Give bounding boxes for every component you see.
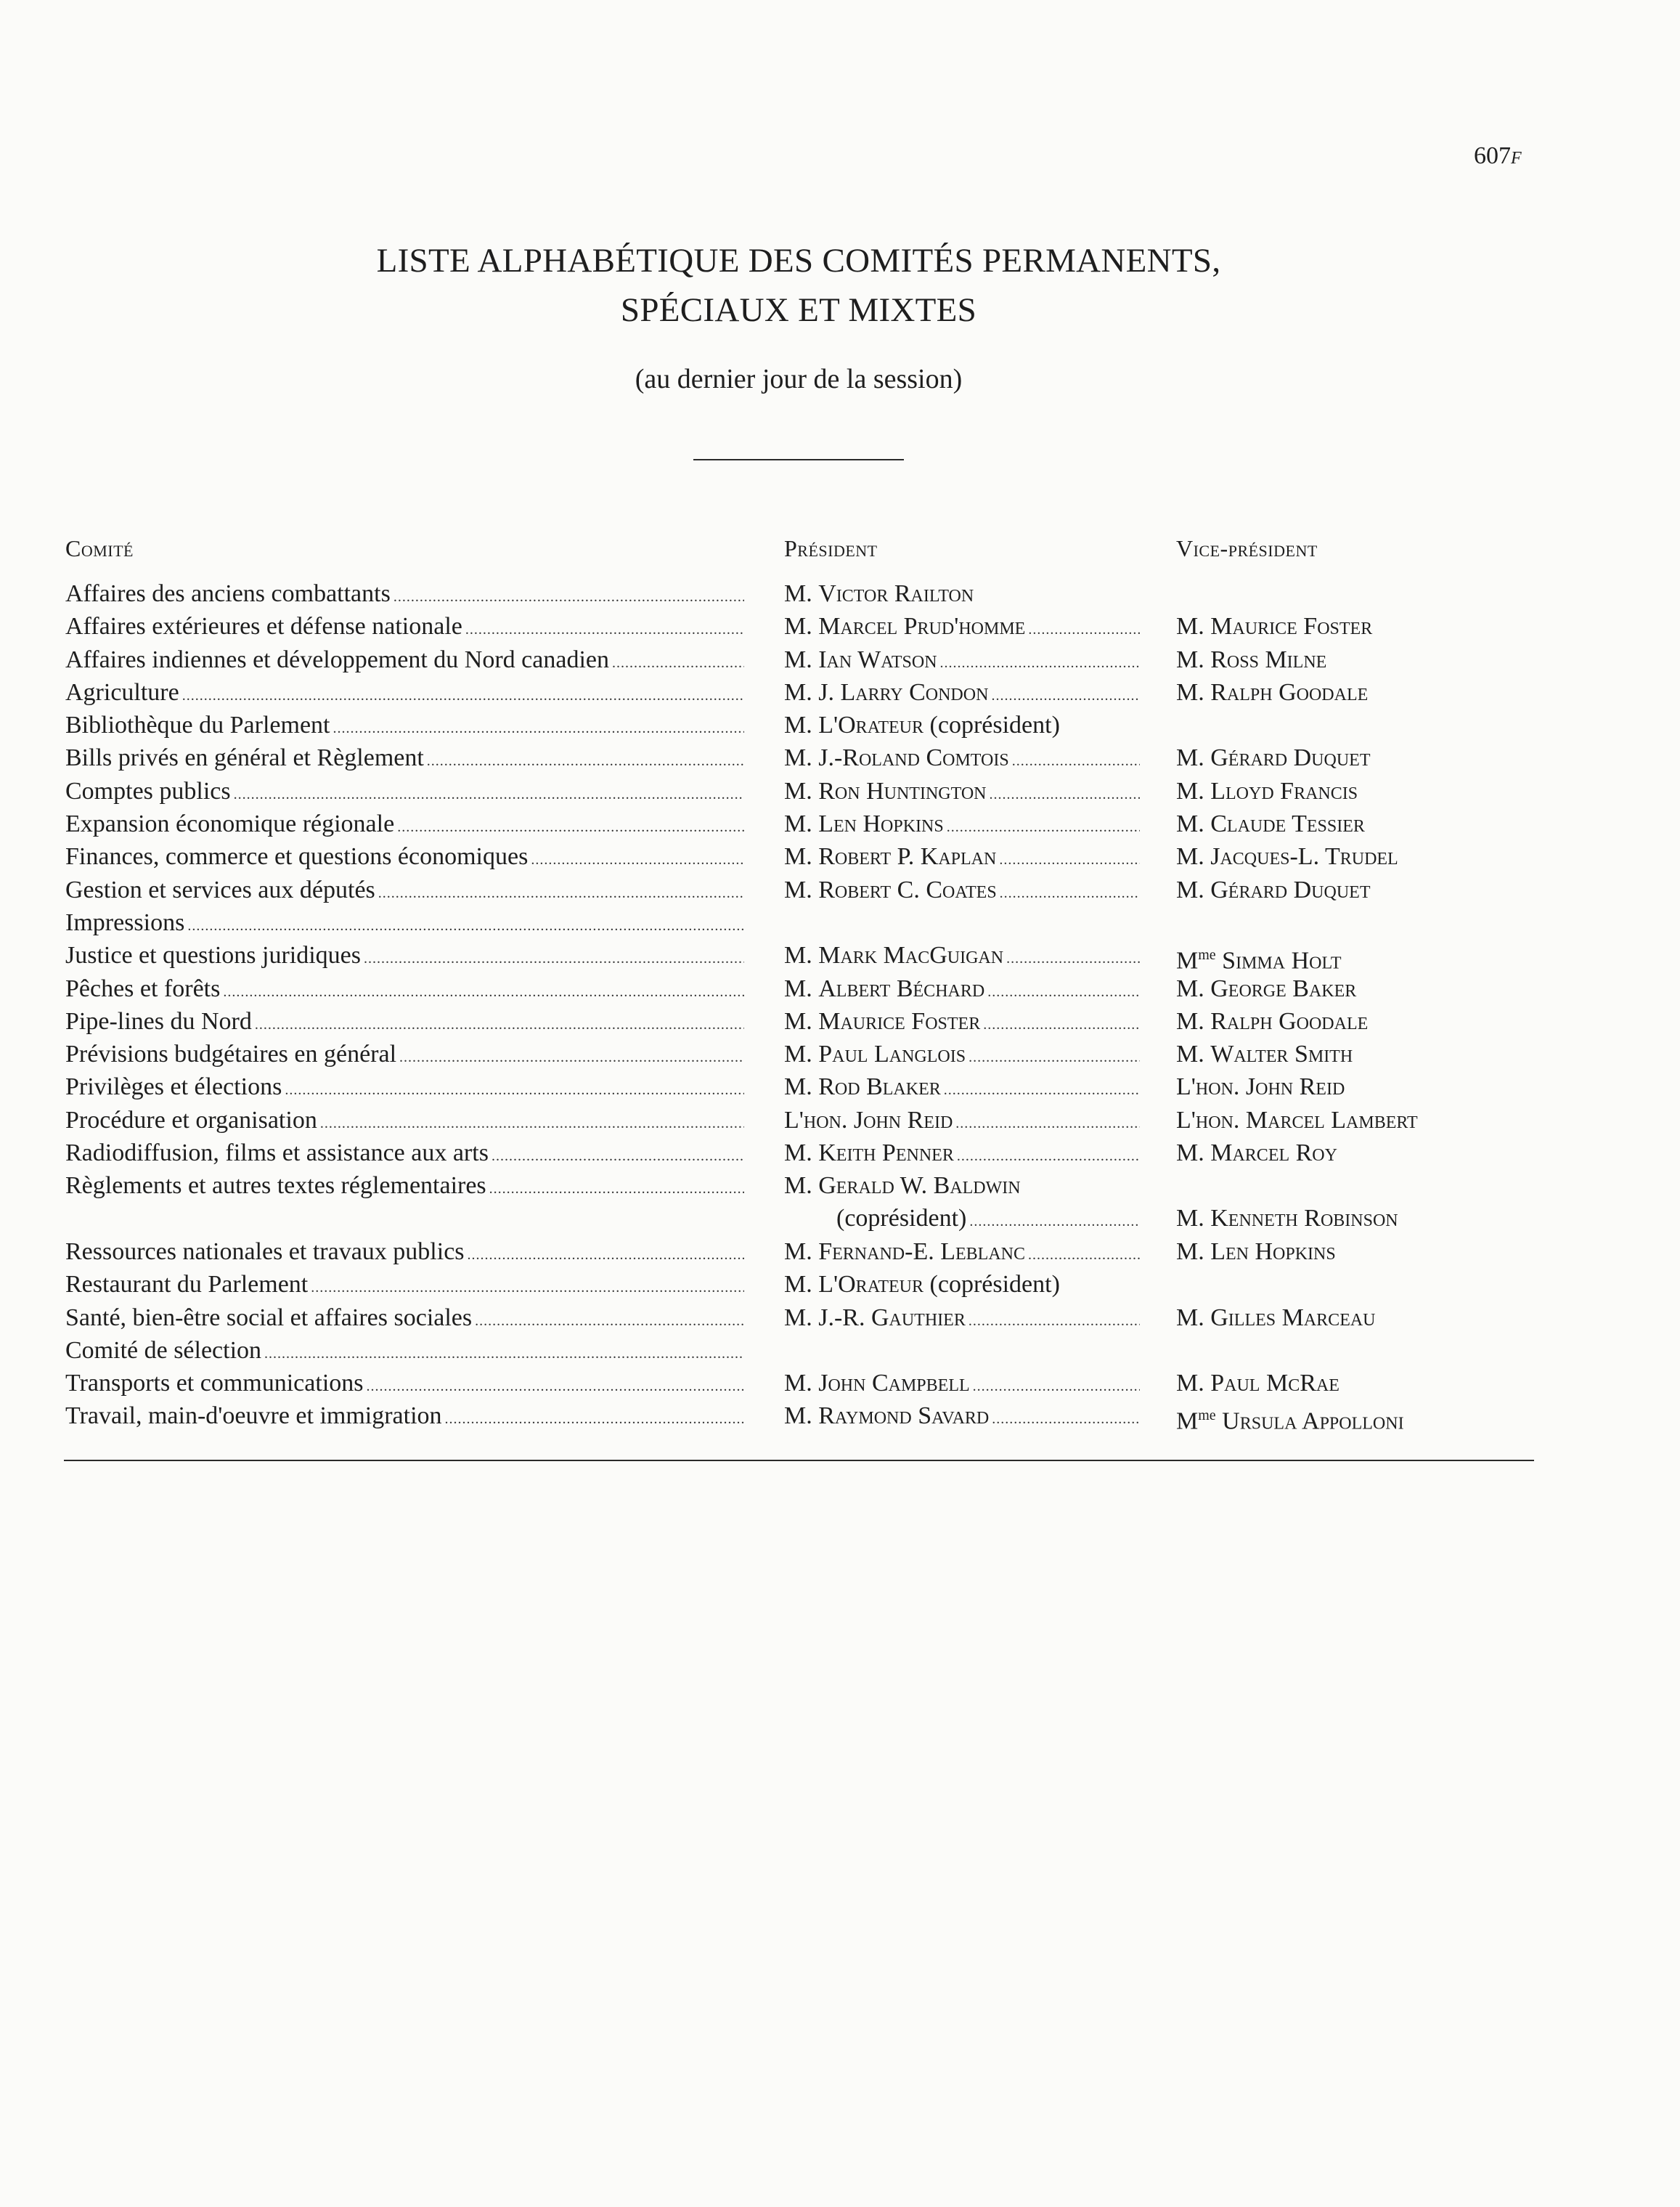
president-name: M. Keith Penner <box>784 1139 954 1167</box>
dot-leader <box>489 1173 744 1206</box>
committee-name-cell <box>65 577 744 614</box>
dot-leader <box>399 1041 744 1074</box>
committee-name-cell <box>65 676 744 712</box>
dot-leader <box>234 779 744 811</box>
dot-leader <box>182 680 744 712</box>
president-cell <box>784 643 1140 680</box>
vice-president-name: M. Gilles Marceau <box>1176 1304 1376 1331</box>
committee-name: Privilèges et élections <box>65 1073 282 1101</box>
president-continuation <box>784 1202 1140 1238</box>
president-name: M. Maurice Foster <box>784 1007 981 1035</box>
dot-leader <box>394 581 744 614</box>
vice-president-name: M. Ralph Goodale <box>1176 1007 1369 1035</box>
committee-name: Expansion économique régionale <box>65 810 395 838</box>
vice-president-name: L'hon. John Reid <box>1176 1073 1345 1101</box>
president-name: M. J.-R. Gauthier <box>784 1304 966 1331</box>
committee-name-cell <box>65 1169 744 1206</box>
table-row <box>0 676 1680 709</box>
committee-name: Règlements et autres textes réglementaires <box>65 1172 486 1200</box>
committee-name: Santé, bien-être social et affaires sociales <box>65 1304 473 1331</box>
president-name: M. Fernand-E. Leblanc <box>784 1237 1025 1265</box>
dot-leader <box>969 1305 1140 1338</box>
dot-leader <box>955 1107 1140 1140</box>
president-cell <box>784 1367 1140 1403</box>
title-line-1: LISTE ALPHABÉTIQUE DES COMITÉS PERMANENTS, <box>376 242 1221 280</box>
header-president: Président <box>784 535 878 561</box>
president-cell <box>784 840 1140 877</box>
dot-leader <box>492 1140 744 1173</box>
committee-name-cell <box>65 1367 744 1403</box>
table-row <box>0 840 1680 873</box>
president-name: M. L'Orateur (coprésident) <box>784 712 1060 739</box>
president-cell <box>784 610 1140 646</box>
dot-leader <box>468 1239 744 1272</box>
committee-name: Prévisions budgétaires en général <box>65 1041 397 1068</box>
committee-name: Bills privés en général et Règlement <box>65 744 424 772</box>
committee-name: Finances, commerce et questions économiques <box>65 843 529 871</box>
vice-president-name: M. Claude Tessier <box>1176 810 1365 838</box>
president-name: M. Ian Watson <box>784 646 937 673</box>
document-title <box>0 236 1597 335</box>
vice-president-name: M. Paul McRae <box>1176 1370 1339 1397</box>
committee-name: Transports et communications <box>65 1370 364 1397</box>
dot-leader <box>987 976 1140 1009</box>
dot-leader <box>1028 614 1140 646</box>
president-cell <box>784 808 1140 844</box>
committee-name: Justice et questions juridiques <box>65 942 362 970</box>
president-cell <box>784 1268 1140 1301</box>
president-cell <box>784 676 1140 712</box>
dot-leader <box>1012 745 1140 778</box>
committee-name: Pipe-lines du Nord <box>65 1007 252 1035</box>
president-cell <box>784 1235 1140 1272</box>
dot-leader <box>255 1009 744 1041</box>
committee-name-cell <box>65 1399 744 1436</box>
table-row <box>0 1268 1680 1301</box>
table-row <box>0 1104 1680 1137</box>
committee-name: Ressources nationales et travaux publics <box>65 1237 465 1265</box>
vice-president-name: M. Kenneth Robinson <box>1176 1205 1398 1232</box>
committee-name-cell <box>65 808 744 844</box>
title-divider <box>693 459 904 460</box>
table-row <box>0 939 1680 975</box>
president-cell <box>784 709 1140 741</box>
vice-president-name: M. George Baker <box>1176 975 1357 1002</box>
table-row <box>0 1169 1680 1235</box>
vice-president-name: M. Gérard Duquet <box>1176 744 1371 772</box>
president-cell <box>784 972 1140 1009</box>
table-row <box>0 1399 1680 1435</box>
president-cell <box>784 874 1140 910</box>
president-cell <box>784 1169 1140 1238</box>
president-name: M. Albert Béchard <box>784 975 985 1002</box>
dot-leader <box>990 779 1140 811</box>
committee-list <box>0 577 1680 1433</box>
vice-president-name: M. Ralph Goodale <box>1176 678 1369 706</box>
subtitle: (au dernier jour de la session) <box>635 364 963 394</box>
table-row <box>0 775 1680 808</box>
vice-president-name: M. Jacques-L. Trudel <box>1176 843 1398 871</box>
president-name: M. Marcel Prud'homme <box>784 613 1026 641</box>
table-row <box>0 1070 1680 1103</box>
table-row <box>0 1137 1680 1169</box>
president-name: M. Paul Langlois <box>784 1041 966 1068</box>
president-cell <box>784 1137 1140 1173</box>
committee-name-cell <box>65 643 744 680</box>
president-name: M. Gerald W. Baldwin <box>784 1172 1021 1200</box>
table-row <box>0 1005 1680 1038</box>
committee-name-cell <box>65 1070 744 1107</box>
president-name: L'hon. John Reid <box>784 1106 953 1134</box>
committee-name: Agriculture <box>65 678 179 706</box>
dot-leader <box>264 1338 744 1370</box>
table-row <box>0 1235 1680 1268</box>
dot-leader <box>999 844 1140 877</box>
table-row <box>0 874 1680 906</box>
committee-name: Pêches et forêts <box>65 975 221 1002</box>
dot-leader <box>992 1403 1140 1436</box>
committee-name-cell <box>65 709 744 745</box>
dot-leader <box>1000 877 1140 910</box>
dot-leader <box>223 976 744 1009</box>
committee-name-cell <box>65 1268 744 1304</box>
table-row <box>0 610 1680 643</box>
committee-name-cell <box>65 1301 744 1338</box>
president-cell <box>784 1301 1140 1338</box>
committee-name-cell <box>65 939 744 975</box>
table-row <box>0 1367 1680 1399</box>
dot-leader <box>531 844 744 877</box>
committee-name: Affaires extérieures et défense nationale <box>65 613 462 641</box>
president-name: M. Mark MacGuigan <box>784 942 1004 970</box>
dot-leader <box>1028 1239 1140 1272</box>
committee-name-cell <box>65 972 744 1009</box>
dot-leader <box>944 1074 1140 1107</box>
dot-leader <box>612 647 744 680</box>
dot-leader <box>397 811 744 844</box>
vice-president-name: M. Maurice Foster <box>1176 613 1373 641</box>
dot-leader <box>333 712 745 745</box>
committee-name: Bibliothèque du Parlement <box>65 712 330 739</box>
dot-leader <box>1006 943 1140 975</box>
table-row <box>0 1334 1680 1367</box>
committee-name: Gestion et services aux députés <box>65 876 375 903</box>
dot-leader <box>957 1140 1140 1173</box>
committee-name-cell <box>65 1334 744 1370</box>
table-row <box>0 1301 1680 1334</box>
president-name: M. Robert C. Coates <box>784 876 997 903</box>
president-cell <box>784 1005 1140 1041</box>
committee-name: Comptes publics <box>65 777 231 805</box>
committee-name-cell <box>65 840 744 877</box>
vice-president-name: M. Gérard Duquet <box>1176 876 1371 903</box>
dot-leader <box>973 1370 1140 1403</box>
table-row <box>0 577 1680 610</box>
committee-name: Procédure et organisation <box>65 1106 317 1134</box>
committee-name: Travail, main-d'oeuvre et immigration <box>65 1402 442 1430</box>
dot-leader <box>427 745 744 778</box>
committee-name-cell <box>65 1104 744 1140</box>
table-row <box>0 808 1680 840</box>
committee-name-cell <box>65 1137 744 1173</box>
dot-leader <box>475 1305 744 1338</box>
committee-name-cell <box>65 1038 744 1074</box>
president-name: M. Raymond Savard <box>784 1402 990 1430</box>
dot-leader <box>991 680 1140 712</box>
president-cell <box>784 741 1140 778</box>
committee-name: Affaires indiennes et développement du Nord canadien <box>65 646 609 673</box>
dot-leader <box>367 1370 745 1403</box>
dot-leader <box>311 1272 744 1304</box>
committee-name-cell <box>65 610 744 646</box>
president-cell <box>784 1104 1140 1140</box>
dot-leader <box>378 877 744 910</box>
vice-president-name: M. Ross Milne <box>1176 646 1327 673</box>
dot-leader <box>320 1107 744 1140</box>
dot-leader <box>969 1206 1140 1238</box>
president-name: M. Robert P. Kaplan <box>784 843 997 871</box>
committee-name: Radiodiffusion, films et assistance aux arts <box>65 1139 489 1167</box>
president-cell <box>784 939 1140 975</box>
header-committee: Comité <box>65 535 134 561</box>
president-name: M. Ron Huntington <box>784 777 987 805</box>
committee-name: Comité de sélection <box>65 1336 262 1364</box>
table-row <box>0 741 1680 774</box>
president-note: (coprésident) <box>836 1205 967 1232</box>
president-name: M. J. Larry Condon <box>784 678 989 706</box>
bottom-divider <box>64 1460 1534 1461</box>
vice-president-name: M. Lloyd Francis <box>1176 777 1358 805</box>
vice-president-name: $M^{me}$ Ursula Appolloni <box>1176 1407 1404 1435</box>
vice-president-name: M. Marcel Roy <box>1176 1139 1337 1167</box>
dot-leader <box>947 811 1140 844</box>
table-row <box>0 709 1680 741</box>
committee-name-cell <box>65 741 744 778</box>
president-name: M. J.-Roland Comtois <box>784 744 1009 772</box>
title-line-2: SPÉCIAUX ET MIXTES <box>620 291 977 329</box>
dot-leader <box>983 1009 1140 1041</box>
table-row <box>0 906 1680 939</box>
dot-leader <box>445 1403 744 1436</box>
president-cell <box>784 1399 1140 1436</box>
table-row <box>0 1038 1680 1070</box>
table-row <box>0 972 1680 1005</box>
dot-leader <box>285 1074 744 1107</box>
dot-leader <box>465 614 744 646</box>
dot-leader <box>364 943 744 975</box>
president-name: M. Victor Railton <box>784 580 974 607</box>
header-vice-president: Vice-président <box>1176 535 1318 561</box>
vice-president-name: M. Len Hopkins <box>1176 1237 1336 1265</box>
committee-name: Affaires des anciens combattants <box>65 580 391 607</box>
committee-name-cell <box>65 906 744 943</box>
president-cell <box>784 577 1140 610</box>
president-name: M. Len Hopkins <box>784 810 944 838</box>
committee-name: Restaurant du Parlement <box>65 1271 309 1298</box>
table-row <box>0 643 1680 676</box>
dot-leader <box>969 1041 1140 1074</box>
dot-leader <box>187 910 744 943</box>
vice-president-name: $M^{me}$ Simma Holt <box>1176 947 1342 975</box>
president-name: M. John Campbell <box>784 1370 970 1397</box>
committee-name-cell <box>65 775 744 811</box>
president-cell <box>784 775 1140 811</box>
committee-name-cell <box>65 874 744 910</box>
committee-name: Impressions <box>65 909 185 936</box>
committee-name-cell <box>65 1005 744 1041</box>
committee-name-cell <box>65 1235 744 1272</box>
vice-president-name: L'hon. Marcel Lambert <box>1176 1106 1418 1134</box>
president-name: M. L'Orateur (coprésident) <box>784 1271 1060 1298</box>
president-cell <box>784 1070 1140 1107</box>
president-name: M. Rod Blaker <box>784 1073 941 1101</box>
page-number: 607F <box>1474 142 1522 169</box>
vice-president-name: M. Walter Smith <box>1176 1041 1353 1068</box>
dot-leader <box>940 647 1140 680</box>
president-cell <box>784 1038 1140 1074</box>
